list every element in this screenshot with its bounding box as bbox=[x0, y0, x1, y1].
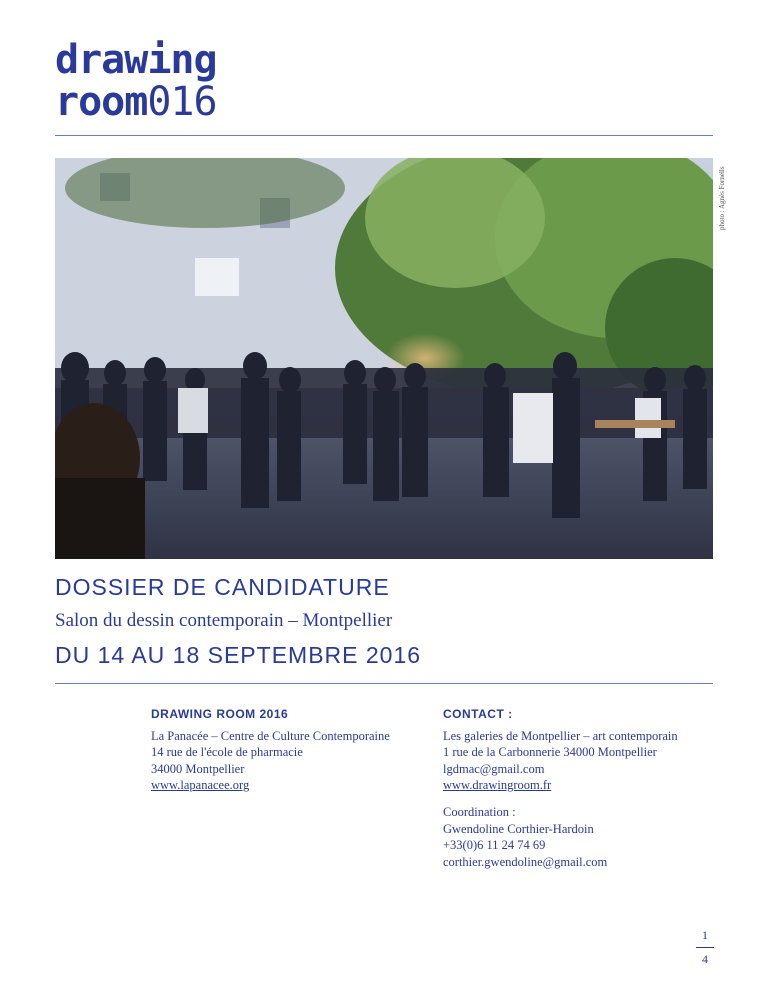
coordination-phone[interactable]: +33(0)6 11 24 74 69 bbox=[443, 838, 546, 852]
coordination-block bbox=[443, 804, 607, 870]
venue-website-link[interactable]: www.lapanacee.org bbox=[151, 778, 250, 792]
contact-block bbox=[443, 706, 678, 794]
venue-line: 34000 Montpellier bbox=[151, 761, 245, 776]
contact-line: Les galeries de Montpellier – art contemporain bbox=[443, 728, 678, 743]
document-title: DOSSIER DE CANDIDATURE bbox=[55, 574, 390, 600]
page-number bbox=[696, 928, 714, 967]
venue-line: 14 rue de l'école de pharmacie bbox=[151, 745, 303, 759]
event-photo bbox=[55, 158, 713, 559]
logo-year: 016 bbox=[147, 79, 217, 125]
top-divider bbox=[55, 135, 713, 136]
logo bbox=[55, 37, 217, 125]
coordination-label: Coordination : bbox=[443, 805, 516, 819]
page-number-divider bbox=[696, 947, 714, 948]
contact-website-link[interactable]: www.drawingroom.fr bbox=[443, 778, 552, 792]
venue-line: La Panacée – Centre de Culture Contemporaine bbox=[151, 728, 390, 743]
venue-block bbox=[151, 706, 390, 794]
page-current: 1 bbox=[702, 928, 708, 942]
logo-line-room bbox=[55, 79, 217, 125]
coordination-email[interactable]: corthier.gwendoline@gmail.com bbox=[443, 854, 608, 869]
logo-line-drawing: drawing bbox=[55, 37, 217, 83]
venue-heading: DRAWING ROOM 2016 bbox=[151, 707, 289, 721]
contact-heading: CONTACT : bbox=[443, 707, 513, 721]
event-photo-illustration bbox=[55, 158, 713, 559]
page-total: 4 bbox=[702, 952, 708, 966]
photo-credit: photo : Agnès Fornells bbox=[718, 166, 726, 230]
logo-word-room: room bbox=[55, 79, 148, 125]
event-dates: DU 14 AU 18 SEPTEMBRE 2016 bbox=[55, 642, 422, 668]
contact-email[interactable]: lgdmac@gmail.com bbox=[443, 761, 545, 776]
contact-line: 1 rue de la Carbonnerie 34000 Montpellier bbox=[443, 745, 657, 759]
section-divider bbox=[55, 683, 713, 684]
document-subtitle: Salon du dessin contemporain – Montpellier bbox=[55, 610, 393, 631]
coordination-name: Gwendoline Corthier-Hardoin bbox=[443, 821, 594, 836]
